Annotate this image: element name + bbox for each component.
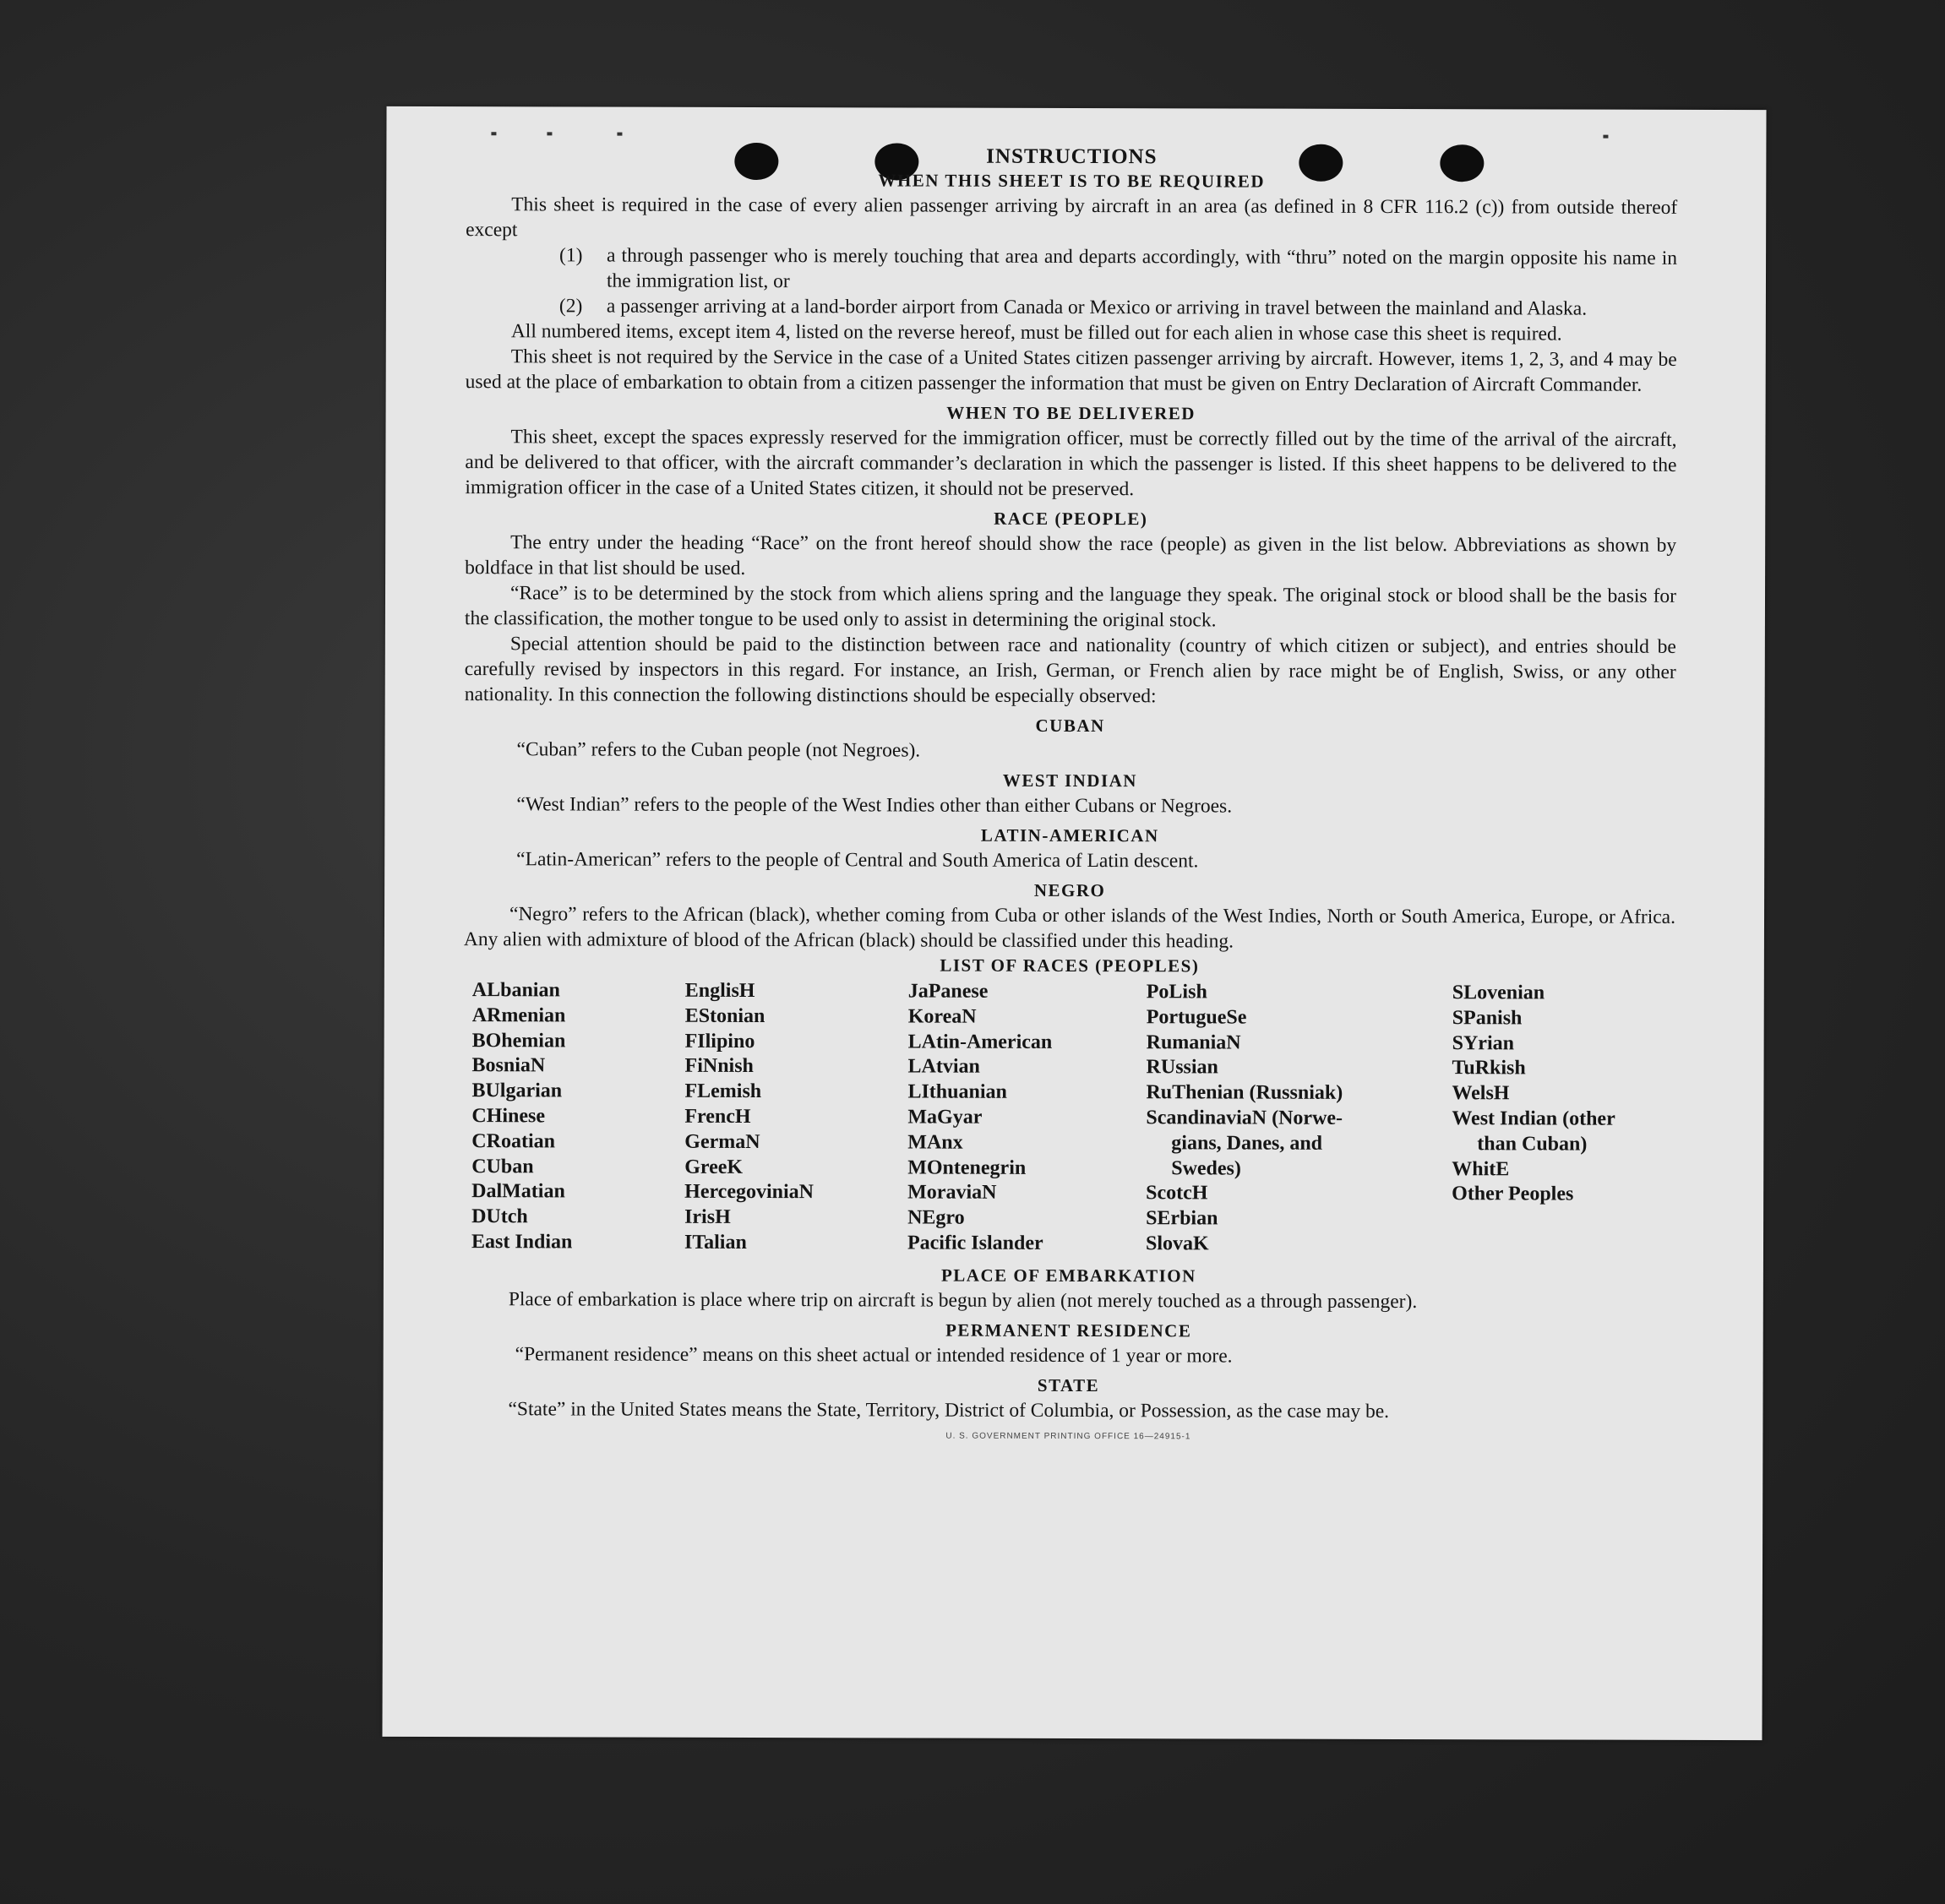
race-entry: West Indian (other	[1452, 1107, 1615, 1130]
when-delivered-text: This sheet, except the spaces expressly reserved for the immigration officer, must be correctly filled out by the time of the arrival of the aircraft, and be delivered to that officer, with the aircraft commander’s declaration in which the passenger is listed. If this sheet happens to be delivered to the immigration officer in the case of a United States citizen, it should not be preserved.	[465, 426, 1677, 501]
section-heading-latin-american: LATIN-AMERICAN	[980, 824, 1159, 846]
race-entry: LIthuanian	[907, 1080, 1007, 1103]
sheet-content	[462, 144, 1677, 1443]
race-entry: SLovenian	[1452, 982, 1545, 1004]
state-text: “State” in the United States means the State, Territory, District of Columbia, or Possession, as the case may be.	[508, 1398, 1390, 1423]
scan-speck	[491, 132, 496, 135]
race-entry: East Indian	[471, 1231, 573, 1254]
race-entry: MaGyar	[907, 1106, 983, 1129]
race-entry: Other Peoples	[1452, 1183, 1574, 1205]
race-entry: SErbian	[1146, 1207, 1218, 1230]
race-entry: JaPanese	[907, 980, 989, 1003]
section-heading-state: STATE	[1037, 1374, 1100, 1396]
scan-speck	[617, 133, 622, 136]
race-entry: ALbanian	[471, 979, 560, 1002]
exception-item	[466, 242, 1677, 296]
race-entry: KoreaN	[907, 1005, 977, 1028]
race-entry: WhitE	[1452, 1157, 1510, 1180]
section-heading-negro: NEGRO	[1033, 879, 1106, 901]
race-entry: BOhemian	[471, 1029, 566, 1053]
scan-speck	[1603, 135, 1608, 139]
section-heading-race: RACE (PEOPLE)	[994, 508, 1148, 530]
races-list	[463, 978, 1675, 1260]
race-entry: DalMatian	[471, 1180, 565, 1203]
races-column-5	[1452, 981, 1677, 1208]
race-entry: SYrian	[1452, 1031, 1515, 1054]
west-indian-text: “West Indian” refers to the people of the West Indies other than either Cubans or Negroes.	[516, 793, 1233, 818]
race-entry: ScandinaviaN (Norwe-	[1146, 1107, 1343, 1129]
race-entry: EStonian	[684, 1004, 765, 1027]
exception-number: (1)	[559, 244, 583, 267]
race-entry-continuation: than Cuban)	[1477, 1133, 1588, 1156]
printing-office-footer: U. S. GOVERNMENT PRINTING OFFICE 16—24915-1	[945, 1431, 1191, 1442]
race-entry-continuation: Swedes)	[1171, 1156, 1241, 1180]
when-required-intro: This sheet is required in the case of every alien passenger arriving by aircraft in an area (as defined in 8 CFR 116.2 (c)) from outside thereof except	[466, 193, 1678, 242]
races-column-3	[907, 979, 1052, 1256]
race-entry: MoraviaN	[907, 1181, 997, 1205]
races-column-2	[684, 979, 815, 1256]
race-paragraph-2: “Race” is to be determined by the stock from which aliens spring and the language they speak. The original stock or blood shall be the basis for the classification, the mother tongue to be used only to assist in determining the original stock.	[464, 582, 1677, 632]
race-paragraph-1: The entry under the heading “Race” on the front hereof should show the race (people) as given in the list below. Abbreviations as shown by boldface in that list should be used.	[465, 531, 1677, 579]
race-entry-continuation: gians, Danes, and	[1171, 1132, 1323, 1155]
race-entry: WelsH	[1452, 1082, 1510, 1105]
race-entry: SlovaK	[1145, 1232, 1209, 1255]
race-entry: Pacific Islander	[907, 1232, 1043, 1254]
section-heading-residence: PERMANENT RESIDENCE	[945, 1319, 1192, 1341]
race-entry: IrisH	[684, 1205, 731, 1229]
race-entry: GreeK	[684, 1156, 744, 1178]
race-entry: PortugueSe	[1146, 1006, 1247, 1029]
races-column-4	[1146, 980, 1388, 1258]
section-heading-when-delivered: WHEN TO BE DELIVERED	[946, 402, 1196, 424]
page-title: INSTRUCTIONS	[986, 144, 1158, 169]
exception-item	[466, 293, 1677, 322]
race-entry: LAtvian	[907, 1055, 980, 1079]
race-entry: PoLish	[1146, 981, 1207, 1004]
race-entry: FrencH	[684, 1105, 751, 1128]
race-entry: ARmenian	[471, 1004, 566, 1027]
section-heading-races-list: LIST OF RACES (PEOPLES)	[940, 955, 1200, 976]
race-entry: MOntenegrin	[907, 1156, 1027, 1179]
exception-text: a through passenger who is merely touching that area and departs accordingly, with “thru” noted on the margin opposite his name in the immigration list, or	[606, 244, 1678, 293]
section-heading-when-required: WHEN THIS SHEET IS TO BE REQUIRED	[878, 170, 1266, 192]
race-paragraph-3: Special attention should be paid to the distinction between race and nationality (country of which citizen or subject), and entries should be carefully revised by inspectors in this regard. For instance, an Irish, German, or French alien by race might be of English, Swiss, or any other nationality. In this connection the following distinctions should be especially observed:	[464, 633, 1676, 708]
instruction-sheet	[382, 106, 1766, 1740]
exception-number: (2)	[558, 295, 583, 318]
section-heading-west-indian: WEST INDIAN	[1002, 770, 1138, 792]
race-entry: DUtch	[471, 1205, 528, 1228]
race-entry: GermaN	[684, 1130, 760, 1153]
residence-text: “Permanent residence” means on this sheet actual or intended residence of 1 year or more.	[515, 1343, 1233, 1368]
race-entry: LAtin-American	[907, 1031, 1053, 1053]
race-entry: TuRkish	[1452, 1057, 1526, 1080]
race-entry: RumaniaN	[1146, 1031, 1241, 1054]
cuban-text: “Cuban” refers to the Cuban people (not Negroes).	[516, 738, 921, 762]
embarkation-text: Place of embarkation is place where trip on aircraft is begun by alien (not merely touched as a through passenger).	[508, 1288, 1418, 1314]
scan-speck	[547, 132, 552, 135]
race-entry: NEgro	[907, 1206, 965, 1229]
race-entry: EnglisH	[684, 979, 755, 1003]
race-entry: BUlgarian	[471, 1080, 563, 1102]
race-entry: ScotcH	[1146, 1182, 1208, 1205]
exception-text: a passenger arriving at a land-border airport from Canada or Mexico or arriving in travel between the mainland and Alaska.	[606, 295, 1588, 320]
race-entry: CRoatian	[471, 1129, 556, 1153]
race-entry: HercegoviniaN	[684, 1181, 815, 1204]
race-entry: CUban	[471, 1155, 534, 1178]
race-entry: RUssian	[1146, 1056, 1218, 1079]
race-entry: ITalian	[684, 1231, 747, 1254]
race-entry: RuThenian (Russniak)	[1146, 1081, 1343, 1105]
section-heading-embarkation: PLACE OF EMBARKATION	[940, 1265, 1196, 1287]
race-entry: MAnx	[907, 1131, 963, 1154]
section-heading-cuban: CUBAN	[1035, 715, 1105, 737]
race-entry: FIlipino	[684, 1030, 755, 1053]
race-entry: SPanish	[1452, 1006, 1523, 1030]
race-entry: CHinese	[471, 1105, 546, 1128]
citizen-paragraph: This sheet is not required by the Service in the case of a United States citizen passenger arriving by aircraft. However, items 1, 2, 3, and 4 may be used at the place of embarkation to obtain from a citizen passenger the information that must be given on Entry Declaration of Aircraft Commander.	[465, 345, 1677, 396]
negro-text: “Negro” refers to the African (black), whether coming from Cuba or other islands of the West Indies, North or South America, Europe, or Africa. Any alien with admixture of blood of the African (black) should be classified under this heading.	[463, 903, 1676, 953]
numbered-items-paragraph: All numbered items, except item 4, listed on the reverse hereof, must be filled out for each alien in whose case this sheet is required.	[510, 320, 1562, 345]
race-entry: FLemish	[684, 1080, 762, 1103]
latin-american-text: “Latin-American” refers to the people of Central and South America of Latin descent.	[516, 848, 1199, 873]
race-entry: FiNnish	[684, 1055, 754, 1078]
race-entry: BosniaN	[471, 1054, 546, 1077]
races-column-1	[471, 978, 573, 1255]
